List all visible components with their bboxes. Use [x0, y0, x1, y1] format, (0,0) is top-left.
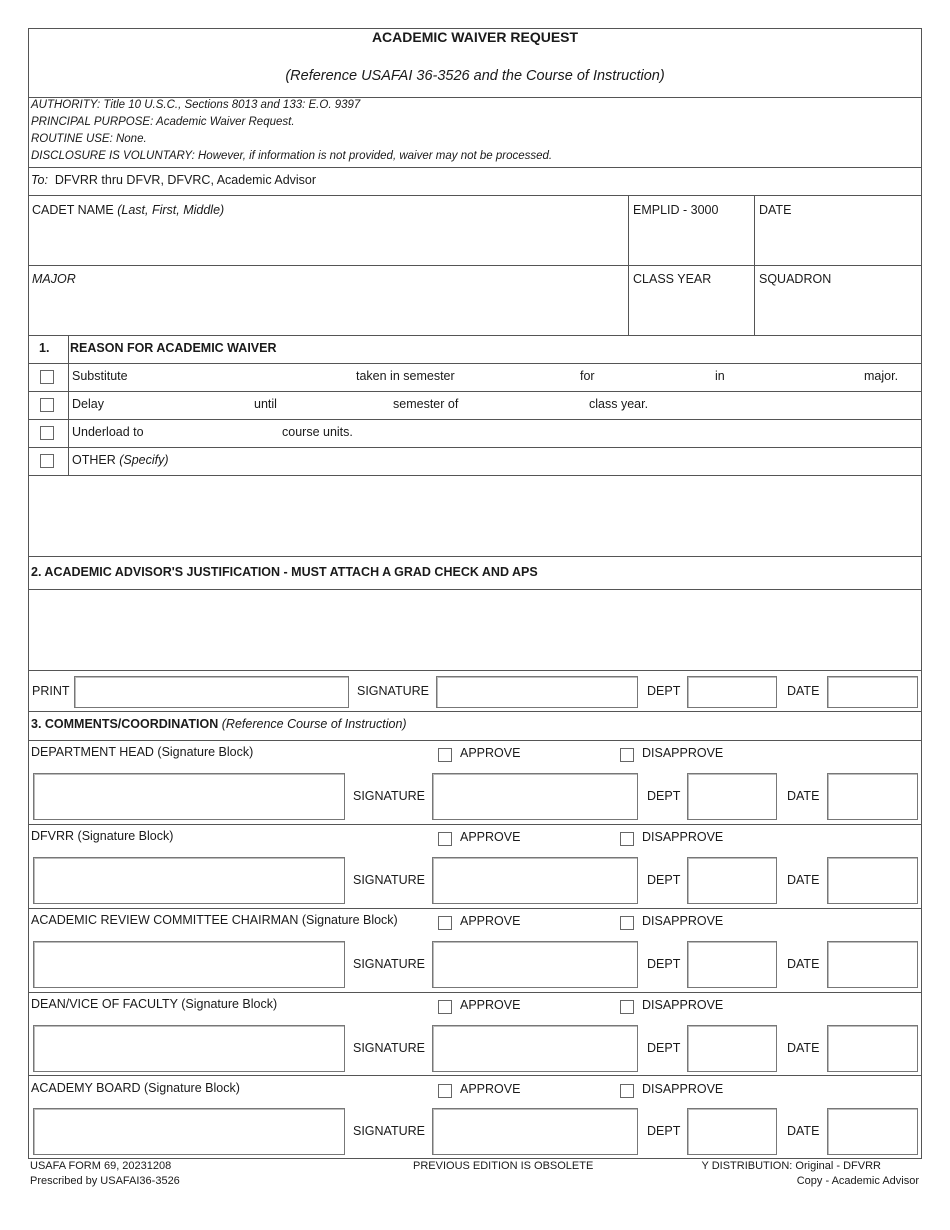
- dfvrr-disapprove-checkbox[interactable]: [620, 832, 634, 846]
- divider: [28, 992, 922, 993]
- dfvrr-signature-block[interactable]: [33, 857, 345, 904]
- form-title: ACADEMIC WAIVER REQUEST: [371, 29, 579, 45]
- approve-label: APPROVE: [460, 830, 521, 844]
- signature-label: SIGNATURE: [353, 1124, 425, 1138]
- delay-semester-label: semester of: [393, 397, 459, 411]
- cadet-name-field[interactable]: [31, 220, 625, 263]
- divider: [28, 670, 922, 671]
- section1-title: REASON FOR ACADEMIC WAIVER: [70, 341, 277, 355]
- dean-label: DEAN/VICE OF FACULTY (Signature Block): [31, 997, 278, 1011]
- dept-label: DEPT: [647, 1124, 681, 1138]
- department-head-dept-field[interactable]: [687, 773, 777, 820]
- date-label: DATE: [787, 957, 820, 971]
- review-committee-signature-block[interactable]: [33, 941, 345, 988]
- academy-board-disapprove-checkbox[interactable]: [620, 1084, 634, 1098]
- substitute-major-label: major.: [864, 369, 899, 383]
- section3-title: 3. COMMENTS/COORDINATION (Reference Course of Instruction): [31, 717, 407, 731]
- review-committee-label: ACADEMIC REVIEW COMMITTEE CHAIRMAN (Signature Block): [31, 913, 398, 927]
- disapprove-label: DISAPPROVE: [642, 1082, 724, 1096]
- section2-title: 2. ACADEMIC ADVISOR'S JUSTIFICATION - MUST ATTACH A GRAD CHECK AND APS: [31, 565, 538, 579]
- disapprove-label: DISAPPROVE: [642, 746, 724, 760]
- academy-board-date-field[interactable]: [827, 1108, 918, 1155]
- substitute-for-label: for: [580, 369, 595, 383]
- divider: [28, 475, 922, 476]
- dfvrr-label: DFVRR (Signature Block): [31, 829, 174, 843]
- dfvrr-dept-field[interactable]: [687, 857, 777, 904]
- substitute-semester-label: taken in semester: [356, 369, 455, 383]
- disapprove-label: DISAPPROVE: [642, 830, 724, 844]
- underload-units-label: course units.: [282, 425, 353, 439]
- section1-number: 1.: [39, 341, 50, 355]
- divider: [754, 195, 755, 335]
- class-year-field[interactable]: [631, 290, 751, 333]
- to-line: [31, 173, 316, 187]
- substitute-in-label: in: [715, 369, 725, 383]
- major-label: MAJOR: [32, 272, 76, 286]
- underload-checkbox[interactable]: [40, 426, 54, 440]
- department-head-approve-checkbox[interactable]: [438, 748, 452, 762]
- academy-board-signature-field[interactable]: [432, 1108, 638, 1155]
- routine-use-text: ROUTINE USE: None.: [31, 133, 147, 145]
- to-value: DFVRR thru DFVR, DFVRC, Academic Advisor: [54, 173, 317, 187]
- disclosure-text: DISCLOSURE IS VOLUNTARY: However, if information is not provided, waiver may not be processed.: [31, 150, 553, 162]
- dfvrr-signature-field[interactable]: [432, 857, 638, 904]
- department-head-disapprove-checkbox[interactable]: [620, 748, 634, 762]
- department-head-signature-block[interactable]: [33, 773, 345, 820]
- review-committee-approve-checkbox[interactable]: [438, 916, 452, 930]
- divider: [28, 97, 922, 98]
- divider: [28, 824, 922, 825]
- divider: [28, 335, 922, 336]
- review-committee-disapprove-checkbox[interactable]: [620, 916, 634, 930]
- cadet-name-label: CADET NAME (Last, First, Middle): [32, 203, 225, 217]
- dept-field[interactable]: [687, 676, 777, 708]
- divider: [28, 556, 922, 557]
- date-label: DATE: [787, 684, 820, 698]
- substitute-checkbox[interactable]: [40, 370, 54, 384]
- dept-label: DEPT: [647, 957, 681, 971]
- signature-label: SIGNATURE: [357, 684, 429, 698]
- underload-label: Underload to: [72, 425, 144, 439]
- authority-text: AUTHORITY: Title 10 U.S.C., Sections 8013 and 133: E.O. 9397: [31, 99, 361, 111]
- dean-date-field[interactable]: [827, 1025, 918, 1072]
- date-field[interactable]: [757, 220, 919, 263]
- approve-label: APPROVE: [460, 998, 521, 1012]
- delay-class-year-label: class year.: [589, 397, 649, 411]
- purpose-text: PRINCIPAL PURPOSE: Academic Waiver Request.: [31, 116, 295, 128]
- dfvrr-date-field[interactable]: [827, 857, 918, 904]
- dept-label: DEPT: [647, 1041, 681, 1055]
- divider: [28, 391, 922, 392]
- divider: [28, 265, 922, 266]
- divider: [28, 740, 922, 741]
- review-committee-signature-field[interactable]: [432, 941, 638, 988]
- department-head-label: DEPARTMENT HEAD (Signature Block): [31, 745, 254, 759]
- copy-text: Copy - Academic Advisor: [796, 1175, 919, 1187]
- dept-label: DEPT: [647, 789, 681, 803]
- other-checkbox[interactable]: [40, 454, 54, 468]
- print-label: PRINT: [32, 684, 70, 698]
- date-label: DATE: [787, 1124, 820, 1138]
- academy-board-signature-block[interactable]: [33, 1108, 345, 1155]
- delay-checkbox[interactable]: [40, 398, 54, 412]
- signature-label: SIGNATURE: [353, 789, 425, 803]
- prescribed-by: Prescribed by USAFAI36-3526: [30, 1175, 180, 1187]
- distribution-text: Y DISTRIBUTION: Original - DFVRR: [701, 1160, 881, 1172]
- form-reference: (Reference USAFAI 36-3526 and the Course of Instruction): [285, 68, 665, 84]
- delay-until-label: until: [254, 397, 277, 411]
- dean-dept-field[interactable]: [687, 1025, 777, 1072]
- divider: [28, 419, 922, 420]
- signature-label: SIGNATURE: [353, 957, 425, 971]
- other-label: OTHER (Specify): [72, 453, 169, 467]
- divider: [28, 195, 922, 196]
- dfvrr-approve-checkbox[interactable]: [438, 832, 452, 846]
- squadron-label: SQUADRON: [759, 272, 832, 286]
- review-committee-date-field[interactable]: [827, 941, 918, 988]
- disapprove-label: DISAPPROVE: [642, 914, 724, 928]
- print-field[interactable]: [74, 676, 349, 708]
- emplid-label: EMPLID - 3000: [633, 203, 719, 217]
- academy-board-approve-checkbox[interactable]: [438, 1084, 452, 1098]
- emplid-field[interactable]: [631, 220, 751, 263]
- signature-field[interactable]: [436, 676, 638, 708]
- divider: [28, 363, 922, 364]
- date-label: DATE: [787, 789, 820, 803]
- dean-disapprove-checkbox[interactable]: [620, 1000, 634, 1014]
- divider: [68, 335, 69, 475]
- divider: [28, 167, 922, 168]
- department-head-signature-field[interactable]: [432, 773, 638, 820]
- to-label: To:: [31, 173, 48, 187]
- dean-approve-checkbox[interactable]: [438, 1000, 452, 1014]
- dean-signature-field[interactable]: [432, 1025, 638, 1072]
- approve-label: APPROVE: [460, 914, 521, 928]
- approve-label: APPROVE: [460, 746, 521, 760]
- dean-signature-block[interactable]: [33, 1025, 345, 1072]
- class-year-label: CLASS YEAR: [633, 272, 712, 286]
- date-label: DATE: [759, 203, 792, 217]
- obsolete-notice: PREVIOUS EDITION IS OBSOLETE: [413, 1160, 594, 1172]
- academy-board-dept-field[interactable]: [687, 1108, 777, 1155]
- divider: [28, 711, 922, 712]
- dept-label: DEPT: [647, 873, 681, 887]
- major-field[interactable]: [31, 290, 625, 333]
- signature-label: SIGNATURE: [353, 1041, 425, 1055]
- squadron-field[interactable]: [757, 290, 919, 333]
- form-number: USAFA FORM 69, 20231208: [30, 1160, 172, 1172]
- dept-label: DEPT: [647, 684, 681, 698]
- department-head-date-field[interactable]: [827, 773, 918, 820]
- divider: [628, 195, 629, 335]
- signature-label: SIGNATURE: [353, 873, 425, 887]
- substitute-label: Substitute: [72, 369, 128, 383]
- other-specify-field[interactable]: [31, 478, 919, 553]
- academy-board-label: ACADEMY BOARD (Signature Block): [31, 1081, 240, 1095]
- justification-field[interactable]: [31, 592, 919, 667]
- divider: [28, 1075, 922, 1076]
- divider: [28, 447, 922, 448]
- disapprove-label: DISAPPROVE: [642, 998, 724, 1012]
- divider: [28, 908, 922, 909]
- date-label: DATE: [787, 1041, 820, 1055]
- divider: [28, 589, 922, 590]
- approve-label: APPROVE: [460, 1082, 521, 1096]
- date-label: DATE: [787, 873, 820, 887]
- delay-label: Delay: [72, 397, 104, 411]
- review-committee-dept-field[interactable]: [687, 941, 777, 988]
- date-field[interactable]: [827, 676, 918, 708]
